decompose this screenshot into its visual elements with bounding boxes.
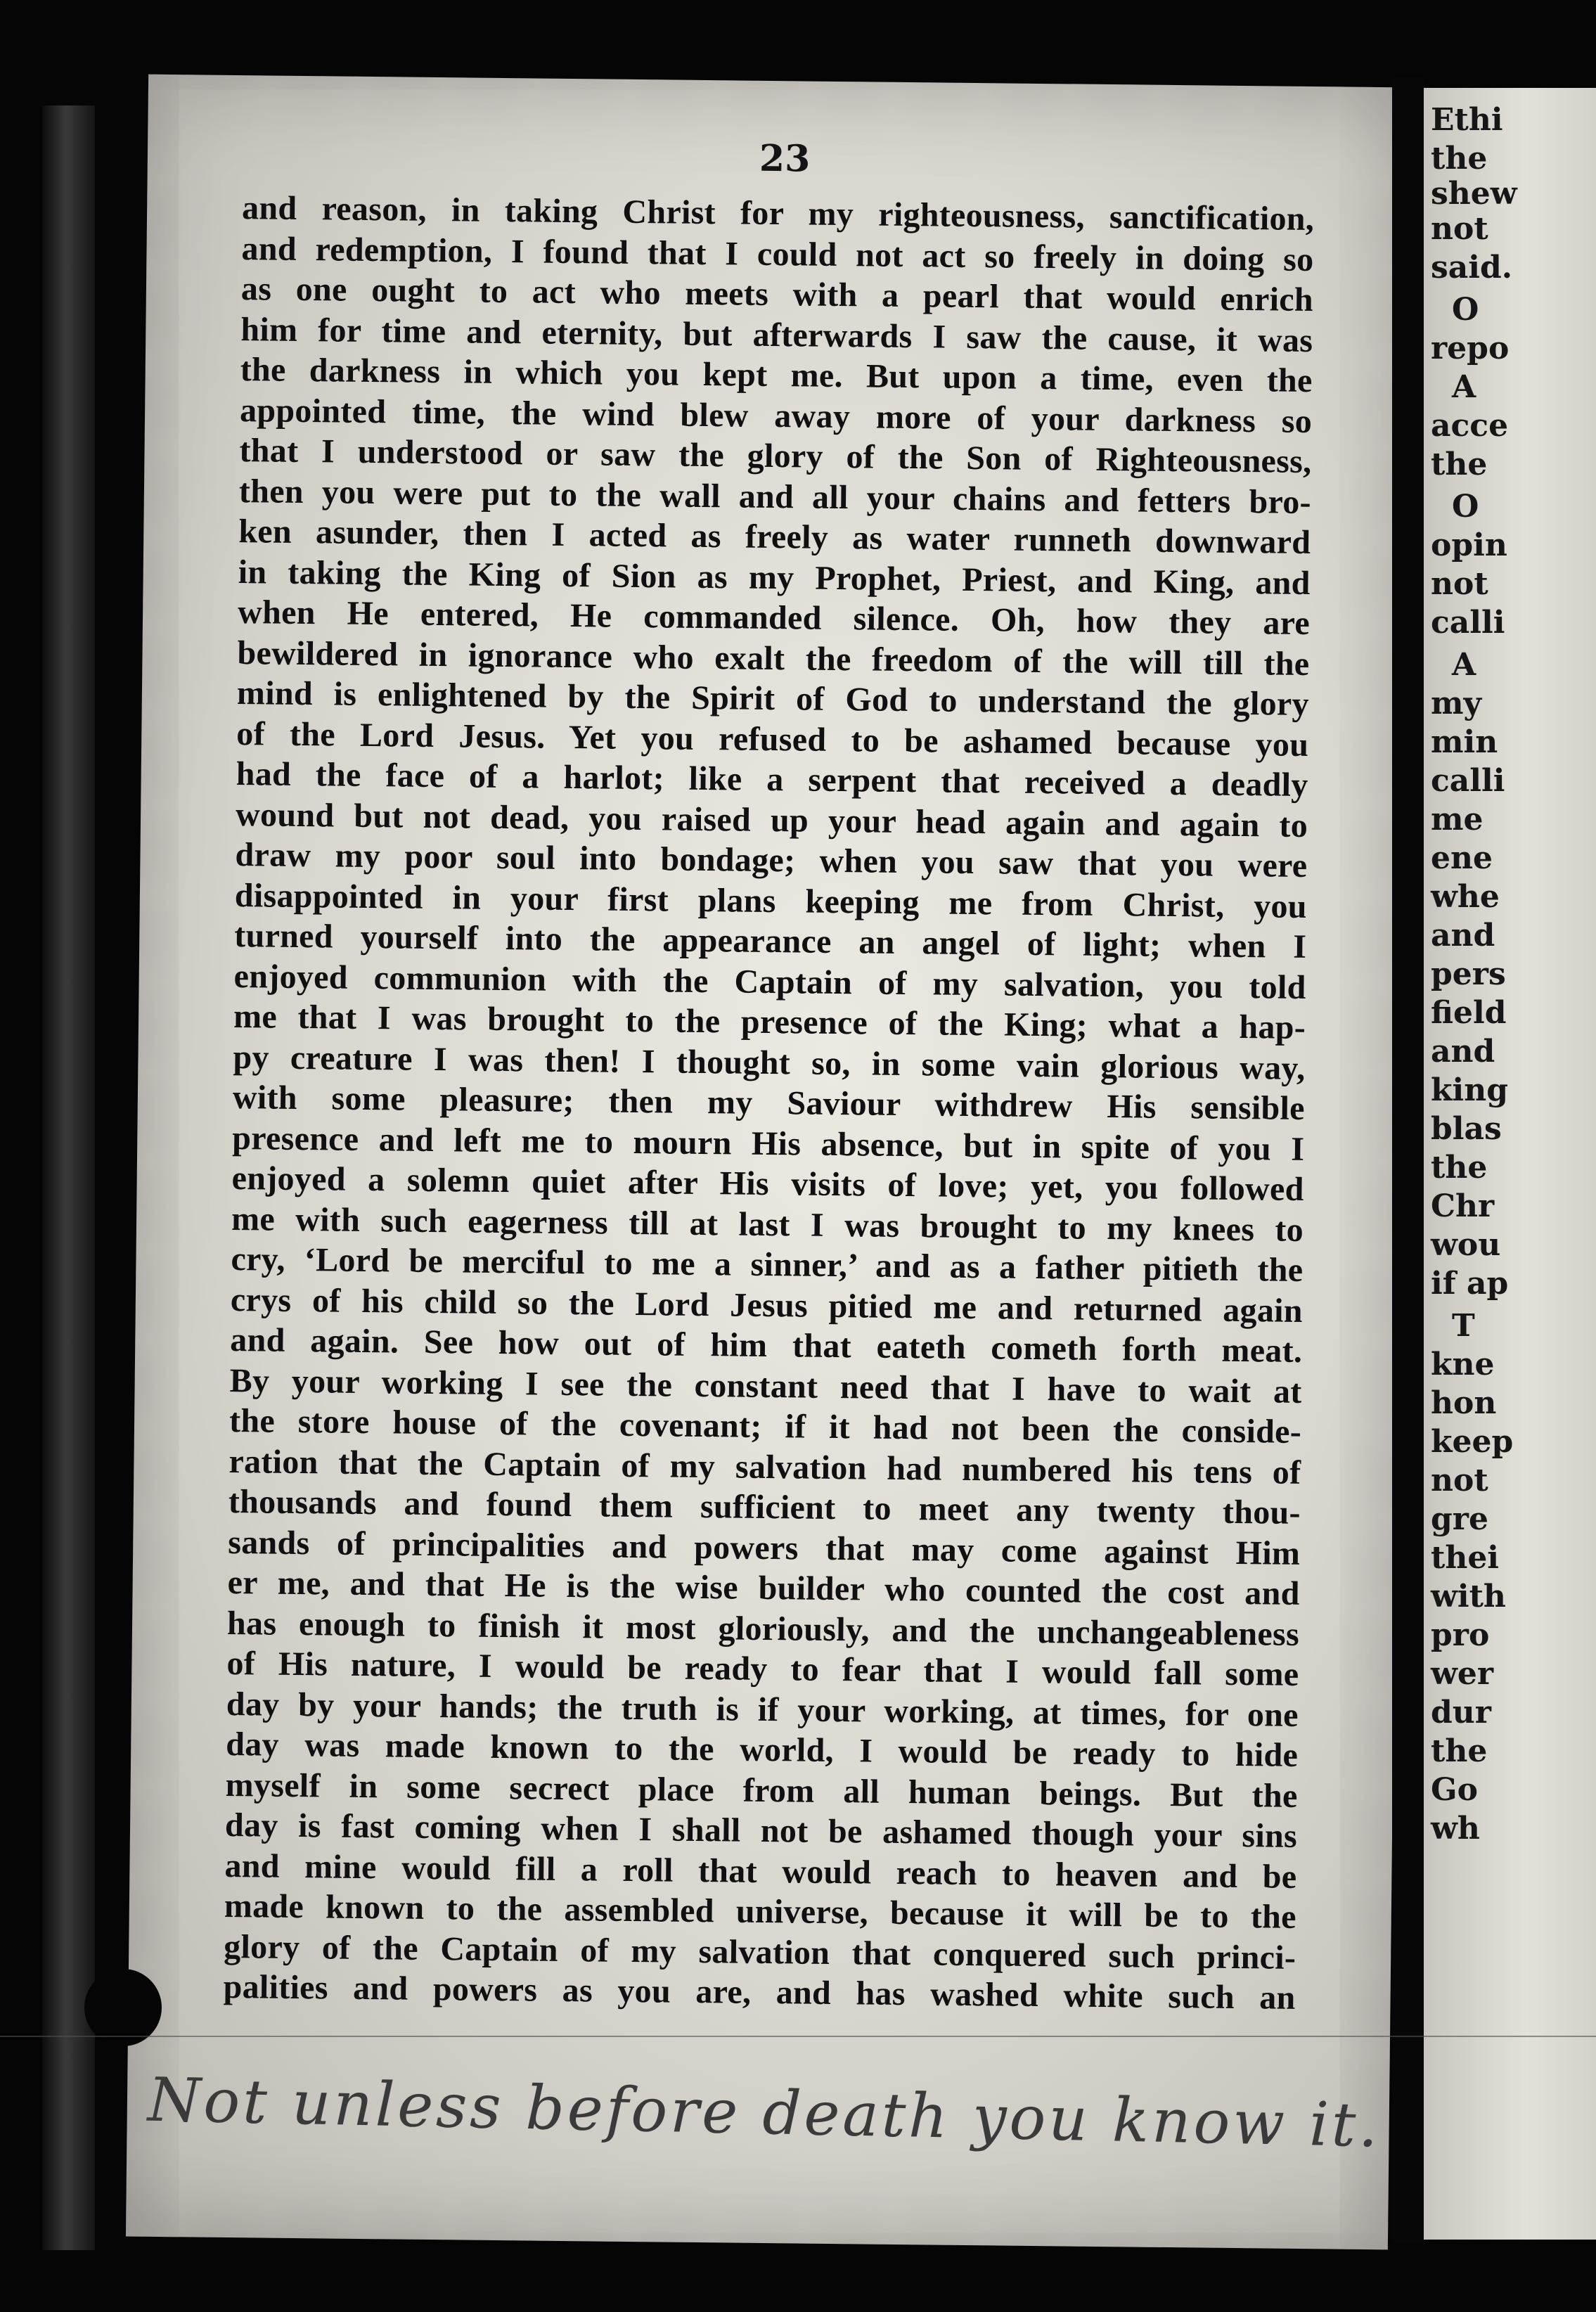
facing-page-fragment: min <box>1431 724 1498 760</box>
facing-page-fragment: if ap <box>1431 1266 1509 1302</box>
facing-page-fragment: king <box>1431 1072 1508 1108</box>
facing-page-fragment: calli <box>1431 763 1505 799</box>
text-line: crys of his child so the Lord Jesus pitied me and returned again <box>230 1280 1304 1330</box>
facing-page-fragment: A <box>1452 647 1476 683</box>
text-line: ration that the Captain of my salvation had numbered his tens of <box>229 1442 1301 1491</box>
text-line: wound but not dead, you raised up your head again and again to <box>235 795 1308 844</box>
text-line: and mine would fill a roll that would reach to heaven and be <box>224 1847 1297 1896</box>
facing-page-fragment: pro <box>1431 1617 1490 1653</box>
facing-page-fragment: repo <box>1431 330 1510 366</box>
facing-page-fragment: whe <box>1431 879 1500 915</box>
text-line: draw my poor soul into bondage; when you saw that you were <box>235 836 1308 885</box>
facing-page-fragment: the <box>1431 1733 1488 1769</box>
text-line: presence and left me to mourn His absence, but in spite of you I <box>232 1119 1305 1168</box>
text-line: and redemption, I found that I could not act so freely in doing so <box>241 229 1314 278</box>
facing-page-fragment: calli <box>1431 605 1505 641</box>
facing-page-fragment: gre <box>1431 1501 1488 1537</box>
facing-page-fragment: keep <box>1431 1424 1514 1460</box>
text-line: day by your hands; the truth is if your working, at times, for one <box>226 1685 1299 1734</box>
text-line: the darkness in which you kept me. But upon a time, even the <box>240 351 1313 400</box>
facing-page-fragment: opin <box>1431 527 1507 563</box>
text-line: of the Lord Jesus. Yet you refused to be ashamed because you <box>236 714 1309 764</box>
facing-page-fragment: T <box>1452 1308 1475 1344</box>
text-line: when He entered, He commanded silence. Oh, how they are <box>237 593 1311 643</box>
handwritten-note: Not unless before death you know it. <box>147 2064 1382 2162</box>
book-binding-edge <box>42 105 95 2250</box>
facing-page-fragment: and <box>1431 918 1495 953</box>
facing-page-fragment: me <box>1431 802 1484 837</box>
facing-page-fragment: my <box>1431 686 1482 721</box>
text-line: sands of principalities and powers that may come against Him <box>228 1523 1301 1572</box>
text-line: made known to the assembled universe, because it will be to the <box>224 1887 1297 1936</box>
text-line: ken asunder, then I acted as freely as water runneth downward <box>238 513 1311 562</box>
left-page <box>126 75 1410 2250</box>
facing-page-fragment: Chr <box>1431 1188 1495 1224</box>
facing-page-fragment: dur <box>1431 1695 1491 1730</box>
facing-page-fragment: ene <box>1431 840 1493 876</box>
text-line: that I understood or saw the glory of the Son of Righteousness, <box>239 432 1312 481</box>
book-gutter <box>1392 77 1424 2243</box>
text-line: py creature I was then! I thought so, in some vain glorious way, <box>233 1038 1306 1087</box>
facing-page-fragment: pers <box>1431 956 1506 992</box>
page-text-block <box>223 188 1314 2018</box>
facing-page-fragment: acce <box>1431 408 1509 444</box>
facing-page-fragment: not <box>1431 1463 1488 1498</box>
text-line: me with such eagerness till at last I was brought to my knees to <box>231 1200 1304 1249</box>
text-line: had the face of a harlot; like a serpent that received a deadly <box>236 755 1308 804</box>
facing-page-fragment: hon <box>1431 1385 1497 1421</box>
text-line: with some pleasure; then my Saviour withdrew His sensible <box>232 1079 1306 1127</box>
text-line: myself in some secrect place from all human beings. But the <box>225 1766 1298 1815</box>
text-line: bewildered in ignorance who exalt the freedom of the will till the <box>237 634 1310 683</box>
text-line: enjoyed communion with the Captain of my salvation, you told <box>233 957 1306 1006</box>
facing-page-fragment: O <box>1452 292 1479 328</box>
text-line: turned yourself into the appearance an angel of light; when I <box>234 917 1307 966</box>
facing-page-fragment: wou <box>1431 1227 1501 1263</box>
text-line: appointed time, the wind blew away more of your darkness so <box>239 391 1313 440</box>
page-number: 23 <box>759 136 811 181</box>
text-line: cry, ‘Lord be merciful to me a sinner,’ and as a father pitieth the <box>231 1240 1304 1289</box>
text-line: and reason, in taking Christ for my righteousness, sanctification, <box>241 189 1315 238</box>
text-line: enjoyed a solemn quiet after His visits of love; yet, you followed <box>231 1160 1304 1208</box>
text-line: then you were put to the wall and all your chains and fetters bro- <box>238 472 1312 521</box>
facing-page-fragment: field <box>1431 995 1507 1031</box>
text-line: palities and powers as you are, and has washed white such an <box>223 1967 1296 2017</box>
scan-line-artifact <box>0 2036 1596 2037</box>
facing-page-fragment: wer <box>1431 1656 1494 1692</box>
text-line: the store house of the covenant; if it had not been the conside- <box>229 1401 1302 1451</box>
text-line: er me, and that He is the wise builder who counted the cost and <box>227 1563 1300 1612</box>
text-line: thousands and found them sufficient to meet any twenty thou- <box>228 1482 1301 1531</box>
facing-page-fragment: and <box>1431 1034 1495 1070</box>
facing-page-fragment: said. <box>1431 250 1513 285</box>
text-line: in taking the King of Sion as my Prophet, Priest, and King, and <box>238 553 1311 602</box>
facing-page-fragment: kne <box>1431 1347 1495 1382</box>
facing-page-fragment: thei <box>1431 1540 1500 1576</box>
text-line: has enough to finish it most gloriously, and the unchangeableness <box>226 1604 1300 1653</box>
facing-page-fragment: O <box>1452 489 1479 525</box>
facing-page-fragment: not <box>1431 211 1488 247</box>
facing-page-fragment: the <box>1431 141 1488 176</box>
text-line: By your working I see the constant need that I have to wait at <box>229 1361 1302 1411</box>
facing-page-fragment: wh <box>1431 1811 1480 1847</box>
facing-page-fragment: not <box>1431 566 1488 602</box>
text-line: day is fast coming when I shall not be ashamed though your sins <box>224 1806 1298 1855</box>
text-line: of His nature, I would be ready to fear that I would fall some <box>226 1644 1299 1693</box>
text-line: and again. See how out of him that eateth cometh forth meat. <box>230 1321 1303 1370</box>
facing-page-fragment: blas <box>1431 1111 1502 1147</box>
text-line: mind is enlightened by the Spirit of God to understand the glory <box>236 674 1310 724</box>
facing-page-fragment: shew <box>1431 176 1517 212</box>
ink-blot <box>84 1969 162 2046</box>
text-line: him for time and eternity, but afterwards I saw the cause, it was <box>240 310 1313 359</box>
facing-page-fragment: the <box>1431 447 1488 482</box>
facing-page-edge <box>1424 88 1596 2240</box>
facing-page-fragment: with <box>1431 1579 1506 1614</box>
text-line: disappointed in your first plans keeping me from Christ, you <box>234 876 1308 925</box>
text-line: day was made known to the world, I would be ready to hide <box>226 1725 1299 1774</box>
facing-page-fragment: Ethi <box>1431 102 1503 138</box>
text-line: as one ought to act who meets with a pearl that would enrich <box>240 270 1314 319</box>
facing-page-fragment: A <box>1452 369 1476 405</box>
facing-page-fragment: Go <box>1431 1772 1478 1808</box>
text-line: glory of the Captain of my salvation that conquered such princi- <box>223 1927 1296 1977</box>
facing-page-fragment: the <box>1431 1150 1488 1186</box>
text-line: me that I was brought to the presence of the King; what a hap- <box>233 998 1306 1046</box>
